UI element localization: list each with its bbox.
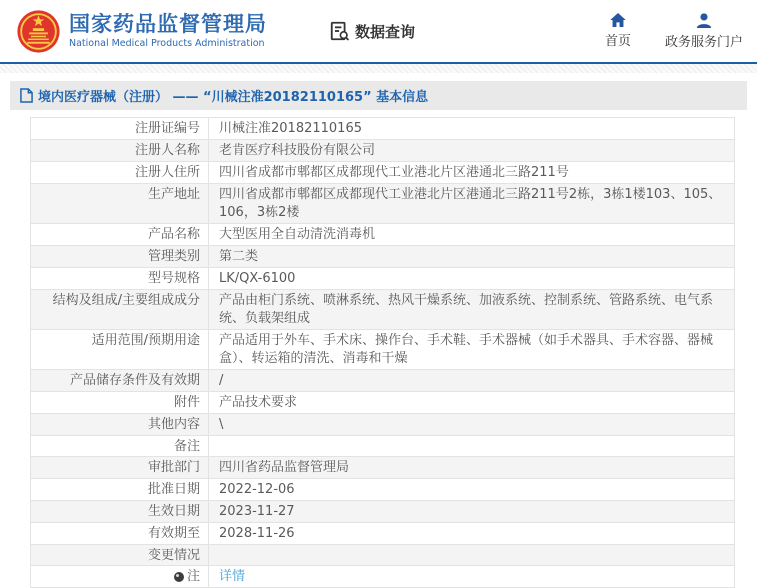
table-row [31,162,734,184]
row-value: 第二类 [219,249,259,264]
table-row [31,290,734,330]
nmpa-logo[interactable] [16,9,267,54]
row-label: 注册证编号 [31,118,209,139]
row-value: 川械注准20182110165 [219,121,362,136]
row-value: 产品适用于外车、手术床、操作台、手术鞋、手术器械（如手术器具、手术容器、器械盒）、转运箱的清洗、消毒和干燥 [219,333,714,366]
breadcrumb [10,81,747,110]
logo-text [69,12,267,50]
table-row [31,268,734,290]
row-label: 批准日期 [31,479,209,500]
table-row [31,436,734,457]
table-row [31,501,734,523]
row-value: 老肯医疗科技股份有限公司 [219,143,376,158]
row-value: / [219,373,224,388]
row-value: 四川省成都市郫都区成都现代工业港北片区港通北三路211号2栋，3栋1楼103、105、106，3栋2楼 [219,187,722,220]
table-row [31,566,734,588]
table-row [31,457,734,479]
row-value: 四川省药品监督管理局 [219,460,350,475]
table-row [31,330,734,370]
row-value: LK/QX-6100 [219,271,296,286]
row-value: 产品技术要求 [219,395,298,410]
table-row [31,140,734,162]
nav-home[interactable] [605,13,631,49]
row-label: 有效期至 [31,523,209,544]
row-value [209,436,734,456]
row-label: 注册人名称 [31,140,209,161]
row-label: 生效日期 [31,501,209,522]
document-icon [20,88,33,103]
row-label: 注册人住所 [31,162,209,183]
row-value: 2028-11-26 [219,526,295,541]
row-label: 产品名称 [31,224,209,245]
row-value: \ [219,417,224,432]
nav-data-query[interactable] [329,20,415,42]
data-query-icon [329,20,351,42]
row-label: 管理类别 [31,246,209,267]
row-value: 产品由柜门系统、喷淋系统、热风干燥系统、加液系统、控制系统、管路系统、电气系统、负载架组成 [219,293,714,326]
nav-portal-label: 政务服务门户 [664,34,743,50]
details-link[interactable]: 详情 [219,569,246,584]
table-row [31,392,734,414]
table-row [31,246,734,268]
hatch-strip [0,64,757,73]
org-name-cn: 国家药品监督管理局 [69,12,267,36]
row-label: 审批部门 [31,457,209,478]
row-value: 四川省成都市郫都区成都现代工业港北片区港通北三路211号 [219,165,569,180]
row-label: 备注 [31,436,209,456]
table-row [31,224,734,246]
table-row [31,414,734,436]
table-row [31,184,734,224]
national-emblem-icon [16,9,61,54]
row-label: 其他内容 [31,414,209,435]
info-table [30,117,735,588]
table-row [31,479,734,501]
home-icon [610,13,626,27]
table-row [31,118,734,140]
row-value [209,545,734,565]
row-label: 变更情况 [31,545,209,565]
note-icon [174,572,184,582]
row-label: 注 [31,566,209,587]
data-query-label: 数据查询 [355,22,416,41]
row-label: 产品储存条件及有效期 [31,370,209,391]
row-label: 生产地址 [31,184,209,223]
content [10,81,747,588]
table-row [31,370,734,392]
site-header [0,0,757,62]
row-label: 型号规格 [31,268,209,289]
nav-home-label: 首页 [604,34,631,49]
row-value: 2023-11-27 [219,504,295,519]
org-name-en: National Medical Products Administration [69,38,265,49]
table-row [31,523,734,545]
nav-portal[interactable] [665,13,743,50]
row-value [209,566,734,587]
row-label: 结构及组成/主要组成成分 [31,290,209,329]
row-value: 大型医用全自动清洗消毒机 [219,227,376,242]
row-label: 适用范围/预期用途 [31,330,209,369]
header-right-nav [605,13,743,50]
table-row [31,545,734,566]
row-value: 2022-12-06 [219,482,295,497]
row-label: 附件 [31,392,209,413]
user-icon [696,13,712,28]
breadcrumb-text: 境内医疗器械（注册） —— “川械注准20182110165” 基本信息 [38,90,429,105]
